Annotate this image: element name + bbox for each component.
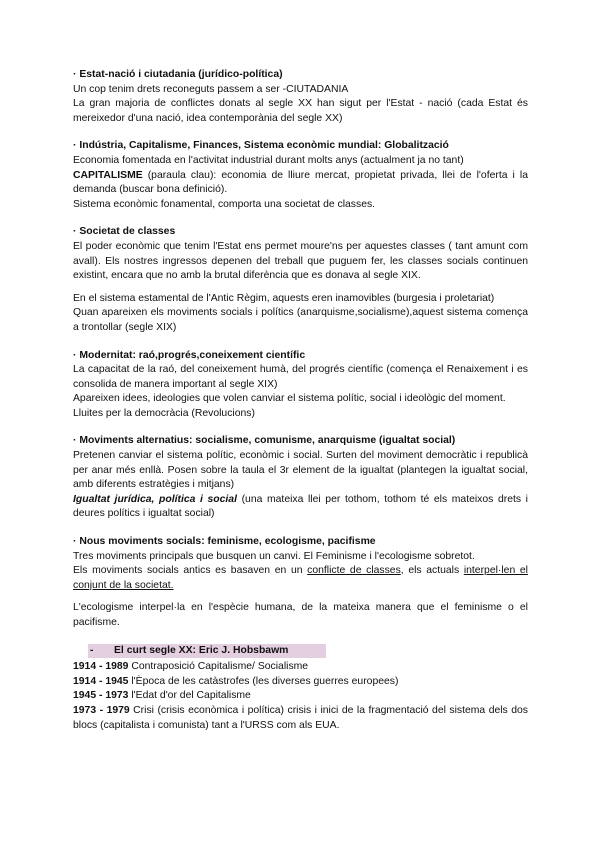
paragraph-text: (una mateixa llei per tothom, tothom té els mateixos drets i deures polítics i igualtat social) bbox=[73, 493, 528, 520]
section-heading: · Indústria, Capitalisme, Finances, Sistema econòmic mundial: Globalització bbox=[73, 140, 449, 152]
paragraph: Tres moviments principals que busquen un canvi. El Feminisme i l'ecologisme sobretot. bbox=[73, 550, 475, 562]
paragraph: Pretenen canviar el sistema polític, econòmic i social. Surten del moviment democràtic i republicà per anar més enllà. Posen sobre la taula el 3r element de la igualtat (plantegen la igualtat social, amb diferents estratègies i mitjans) bbox=[73, 450, 528, 491]
timeline-years: 1914 - 1989 bbox=[73, 661, 129, 673]
paragraph bbox=[73, 493, 528, 522]
timeline-text: Crisi (crisis econòmica i política) crisis i inici de la fragmentació del sistema dels dos blocs (capitalista i comunista) tant a l'URSS com als EUA. bbox=[73, 704, 529, 731]
paragraph: L'ecologisme interpel·la en l'espècie humana, de la mateixa manera que el feminisme o el pacifisme. bbox=[73, 602, 528, 628]
timeline-item bbox=[73, 660, 528, 675]
timeline-item bbox=[73, 689, 528, 704]
timeline-years: 1973 - 1979 bbox=[73, 704, 130, 716]
paragraph-text: (paraula clau): economia de lliure mercat, propietat privada, llei de l'oferta i la demanda (buscar bona definició). bbox=[73, 169, 528, 196]
timeline-item bbox=[73, 704, 528, 733]
keyword-capitalisme: CAPITALISME bbox=[73, 169, 143, 181]
timeline-text: l'Edat d'or del Capitalisme bbox=[128, 690, 251, 702]
section-societat-classes bbox=[73, 225, 528, 335]
underlined-text: interpel·len el conjunt de la societat. bbox=[73, 565, 528, 591]
paragraph: En el sistema estamental de l'Antic Règim, aquests eren inamovibles (burgesia i proletariat) bbox=[73, 292, 495, 304]
section-curt-segle bbox=[73, 644, 528, 734]
bullet-dash: - bbox=[90, 644, 94, 656]
paragraph: Lluites per la democràcia (Revolucions) bbox=[73, 407, 255, 419]
paragraph: Apareixen idees, ideologies que volen canviar el sistema polític, social i ideològic del moment. bbox=[73, 393, 506, 405]
timeline-years: 1945 - 1973 bbox=[73, 690, 129, 702]
section-modernitat bbox=[73, 349, 528, 422]
section-heading: · Estat-nació i ciutadania (jurídico-política) bbox=[73, 69, 283, 80]
section-industria bbox=[73, 139, 528, 212]
paragraph: El poder econòmic que tenim l'Estat ens permet moure'ns per aquestes classes ( tant amunt com avall). Els nostres ingressos depenen del treball que puguem fer, les classes socials continuen existint, encara que no amb la brutal diferència que es donava al segle XIX. bbox=[73, 240, 528, 282]
section-heading: · Nous moviments socials: feminisme, ecologisme, pacifisme bbox=[73, 536, 376, 548]
timeline-text: l'Època de les catàstrofes (les diverses guerres europees) bbox=[128, 675, 399, 687]
section-heading: · Moviments alternatius: socialisme, comunisme, anarquisme (igualtat social) bbox=[73, 435, 456, 447]
underlined-text: conflicte de classes bbox=[307, 565, 401, 577]
paragraph bbox=[73, 169, 528, 198]
section-estat-nacio bbox=[73, 68, 528, 126]
paragraph: Un cop tenim drets reconeguts passem a ser -CIUTADANIA bbox=[73, 83, 349, 95]
section-heading: · Societat de classes bbox=[73, 226, 176, 238]
paragraph-text: Els moviments socials antics es basaven en un bbox=[73, 565, 308, 577]
timeline-years: 1914 - 1945 bbox=[73, 675, 129, 687]
paragraph bbox=[73, 564, 528, 593]
section-heading: · Modernitat: raó,progrés,coneixement científic bbox=[73, 349, 306, 361]
paragraph: Sistema econòmic fonamental, comporta una societat de classes. bbox=[73, 198, 376, 210]
emphasis-text: Igualtat jurídica, política i social bbox=[73, 493, 237, 505]
section-moviments-alternatius bbox=[73, 434, 528, 522]
paragraph-text: , els actuals bbox=[400, 565, 464, 577]
section-nous-moviments bbox=[73, 535, 528, 631]
paragraph: Quan apareixen els moviments socials i polítics (anarquisme,socialisme),aquest sistema comença a trontollar (segle XIX) bbox=[73, 307, 528, 333]
timeline-item bbox=[73, 675, 528, 690]
paragraph: Economia fomentada en l'activitat industrial durant molts anys (actualment ja no tant) bbox=[73, 154, 464, 166]
section-heading: El curt segle XX: Eric J. Hobsbawm bbox=[114, 644, 289, 656]
highlighted-heading bbox=[88, 644, 326, 659]
paragraph: La capacitat de la raó, del coneixement humà, del progrés científic (comença el Renaixement i es consolida de manera important al segle XIX) bbox=[73, 364, 528, 390]
paragraph: La gran majoria de conflictes donats al segle XX han sigut per l'Estat - nació (cada Estat és mereixedor d'una nació, idea contemporània del segle XX) bbox=[73, 98, 528, 124]
timeline-text: Contraposició Capitalisme/ Socialisme bbox=[128, 661, 309, 673]
document-page bbox=[73, 68, 528, 746]
